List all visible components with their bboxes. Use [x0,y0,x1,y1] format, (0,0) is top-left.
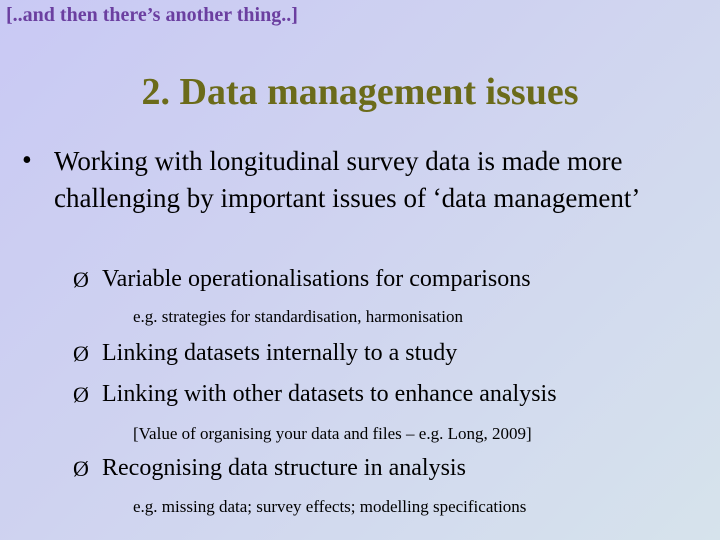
bullet-marker: • [22,145,32,176]
arrow-bullet-icon: Ø [73,341,89,366]
sub-item-linking-internal: Linking datasets internally to a study [102,340,458,366]
sub-item-linking-other: Linking with other datasets to enhance analysis [102,381,557,407]
slide-title: 2. Data management issues [141,71,579,113]
bullet-text: Working with longitudinal survey data is made more challenging by important issues of ‘data management’ [54,146,641,213]
note-linking-other: [Value of organising your data and files – e.g. Long, 2009] [133,424,532,443]
sub-item-operationalisations: Variable operationalisations for comparisons [102,266,531,292]
header-note: [..and then there’s another thing..] [6,4,298,26]
note-data-structure: e.g. missing data; survey effects; modelling specifications [133,497,527,516]
note-operationalisations: e.g. strategies for standardisation, harmonisation [133,307,463,326]
arrow-bullet-icon: Ø [73,382,89,407]
sub-item-data-structure: Recognising data structure in analysis [102,455,466,481]
arrow-bullet-icon: Ø [73,267,89,292]
arrow-bullet-icon: Ø [73,456,89,481]
